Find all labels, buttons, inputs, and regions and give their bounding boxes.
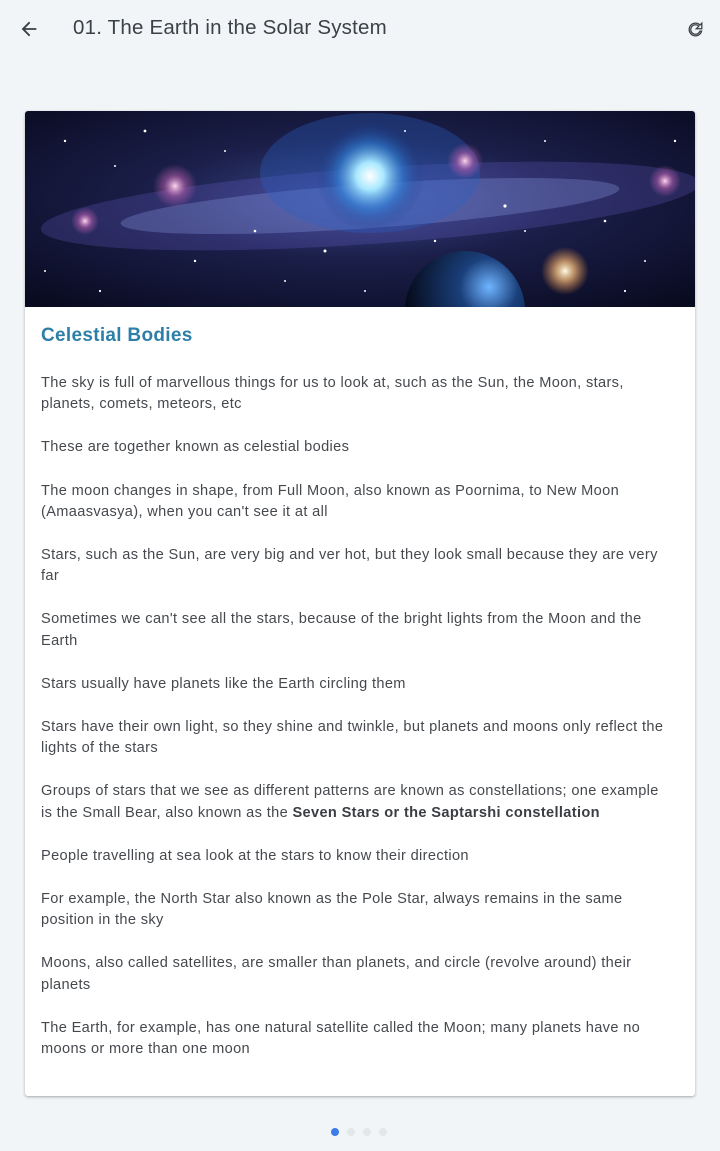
paragraph: Stars usually have planets like the Earth circling them — [41, 675, 406, 692]
paragraph-text: Groups of stars that we see as different patterns are known as constellations; one example is the Small Bear, also known as the — [41, 783, 659, 821]
lesson-card — [25, 111, 695, 1096]
galaxy-banner-image — [25, 111, 695, 307]
app-bar — [0, 0, 720, 58]
bold-term: Seven Stars or the Saptarshi constellation — [292, 804, 600, 821]
paragraph: People travelling at sea look at the stars to know their direction — [41, 847, 469, 864]
paragraph: These are together known as celestial bodies — [41, 439, 350, 456]
page-dot-3[interactable] — [363, 1128, 371, 1136]
paragraph: The Earth, for example, has one natural satellite called the Moon; many planets have no moons or more than one moon — [41, 1019, 641, 1058]
arrow-left-icon — [18, 18, 40, 40]
back-button[interactable] — [12, 12, 46, 46]
paragraph: Stars, such as the Sun, are very big and ver hot, but they look small because they are very far — [41, 547, 658, 585]
paragraph: For example, the North Star also known as the Pole Star, always remains in the same position in the sky — [41, 891, 623, 929]
page-title: 01. The Earth in the Solar System — [73, 16, 387, 39]
lesson-content — [41, 307, 671, 1096]
page-dot-1[interactable] — [331, 1128, 339, 1136]
refresh-button[interactable] — [680, 14, 710, 44]
section-heading: Celestial Bodies — [41, 325, 193, 346]
paragraph: Stars have their own light, so they shine and twinkle, but planets and moons only reflect the lights of the stars — [41, 719, 664, 757]
refresh-icon — [686, 20, 705, 39]
constellation-paragraph — [41, 781, 671, 823]
paragraph: The sky is full of marvellous things for us to look at, such as the Sun, the Moon, stars, planets, comets, meteors, etc — [41, 375, 624, 413]
page-indicator — [331, 1128, 387, 1136]
page-dot-2[interactable] — [347, 1128, 355, 1136]
paragraph: Moons, also called satellites, are smaller than planets, and circle (revolve around) their planets — [41, 955, 632, 993]
paragraph: Sometimes we can't see all the stars, because of the bright lights from the Moon and the Earth — [41, 611, 642, 649]
paragraph: The moon changes in shape, from Full Moon, also known as Poornima, to New Moon (Amaasvasya), when you can't see it at all — [41, 482, 620, 520]
page-dot-4[interactable] — [379, 1128, 387, 1136]
